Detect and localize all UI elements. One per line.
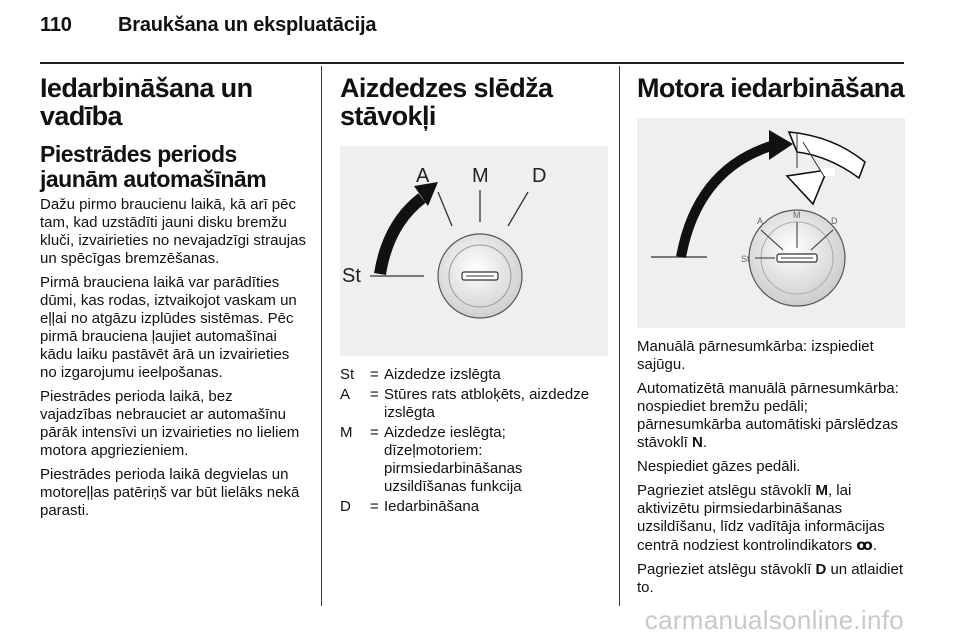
subheading: Piestrādes periods jaunām automašīnām <box>40 141 267 192</box>
paragraph: Pirmā brauciena laikā var parādīties dūmi, kas rodas, iztvaikojot vaskam un eļļai no atgāzu izplūdes sistēmas. Pēc pirmā brauciena ļaujiet automašīnai kādu laiku pastāvēt ārā un izvairieties no izgarojumu ieelpošanas. <box>40 274 297 381</box>
column-right <box>637 74 907 603</box>
label-a: A <box>416 165 430 187</box>
label-a: A <box>757 216 764 226</box>
column-middle <box>340 74 608 518</box>
section-title: Aizdedzes slēdža stāvokļi <box>340 73 553 131</box>
page-header <box>40 14 376 37</box>
paragraph <box>637 482 907 555</box>
position-key: M <box>815 482 828 499</box>
label-d: D <box>831 216 838 226</box>
label-st: St <box>741 254 750 264</box>
text-run: . <box>702 434 708 451</box>
text-run: Automatizētā manuālā pārnesumkārba: nospiediet bremžu pedāli; pārnesumkārba automātiski pārslēdzas stāvoklī <box>637 380 899 451</box>
text-run: Pagrieziet atslēgu stāvoklī <box>637 482 816 499</box>
paragraph: Nespiediet gāzes pedāli. <box>637 458 801 475</box>
header-rule <box>40 62 904 64</box>
legend-eq: = <box>370 424 379 441</box>
legend-eq: = <box>370 386 379 403</box>
legend-key: A <box>340 386 351 403</box>
legend-key: D <box>340 498 351 515</box>
legend-text: Stūres rats atbloķēts, aizdedze izslēgta <box>384 386 590 421</box>
paragraph <box>637 561 907 597</box>
legend-text: Iedarbināšana <box>384 498 480 515</box>
ignition-positions-figure <box>340 146 608 356</box>
column-divider-2 <box>619 66 620 606</box>
paragraph <box>637 380 907 452</box>
legend-row <box>340 366 608 386</box>
section-title: Motora iedarbināšana <box>637 73 905 103</box>
text-run: . <box>872 537 878 554</box>
paragraph: Piestrādes perioda laikā degvielas un motoreļļas patēriņš var būt lielāks nekā parasti. <box>40 466 300 519</box>
watermark: carmanualsonline.info <box>644 605 904 635</box>
glow-plug-indicator-icon: ꝏ <box>856 536 873 554</box>
legend-text: Aizdedze izslēgta <box>384 366 501 383</box>
legend-row <box>340 386 608 424</box>
positions-legend <box>340 366 608 518</box>
paragraph: Manuālā pārnesumkārba: izspiediet sajūgu. <box>637 338 874 373</box>
label-st: St <box>342 265 361 287</box>
text-run: , lai aktivizētu pirmsiedarbināšanas uzsildīšanu, līdz vadītāja informācijas centrā nodziest kontrolindikators <box>637 482 885 554</box>
engine-start-figure <box>637 118 905 328</box>
text-run: Pagrieziet atslēgu stāvoklī <box>637 561 816 578</box>
legend-key: St <box>340 366 355 383</box>
chapter-title: Braukšana un ekspluatācija <box>118 14 377 36</box>
legend-key: M <box>340 424 353 441</box>
legend-eq: = <box>370 366 379 383</box>
legend-eq: = <box>370 498 379 515</box>
column-divider-1 <box>321 66 322 606</box>
page-number: 110 <box>40 14 72 36</box>
section-title: Iedarbināšana un vadība <box>40 73 253 131</box>
column-left <box>40 74 308 526</box>
gear-key: N <box>692 434 703 451</box>
position-key: D <box>815 561 827 578</box>
label-d: D <box>532 165 547 187</box>
label-m: M <box>793 210 801 220</box>
paragraph: Dažu pirmo braucienu laikā, kā arī pēc tam, kad uzstādīti jauni disku bremžu kluči, izvairieties no nevajadzīgi straujas un spēcīgas bremzēšanas. <box>40 196 306 267</box>
legend-row <box>340 424 608 498</box>
legend-row <box>340 498 608 518</box>
legend-text: Aizdedze ieslēgta; dīzeļmotoriem: pirmsiedarbināšanas uzsildīšanas funkcija <box>384 424 523 495</box>
text-run: un atlaidiet to. <box>637 561 904 596</box>
label-m: M <box>472 165 489 187</box>
paragraph: Piestrādes perioda laikā, bez vajadzības nebrauciet ar automašīnu pārāk intensīvi un izvairieties no lieliem motora apgriezieniem. <box>40 388 300 459</box>
